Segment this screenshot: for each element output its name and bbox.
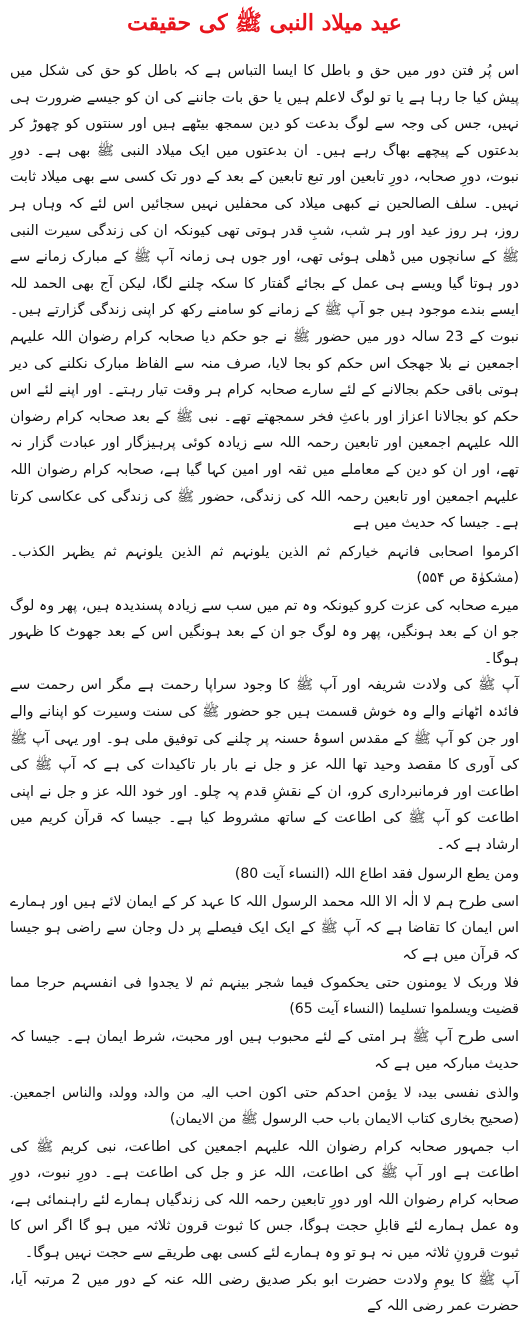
hadith-arabic-quote: اکرموا اصحابی فانہم خیارکم ثم الذین یلونہم ثم الذین یلونہم ثم یظہر الکذب۔ (مشکوٰۃ ص ۵۵۴) bbox=[10, 543, 519, 586]
paragraph-birth-mercy: آپ ﷺ کی ولادت شریفہ اور آپ ﷺ کا وجود سراپا رحمت ہے مگر اس رحمت سے فائدہ اٹھانے والے وہ خوش قسمت ہیں جو حضور ﷺ کی سنت وسیرت کو اپنانے والے اور جن کو آپ ﷺ کے مقدس اسوۂ حسنہ پر چلنے کی توفیق ملی ہو۔ اور یہی آپ ﷺ کی آوری کا مقصد وحید تھا اللہ عز و جل نے بار بار تاکیدات کی ہے کہ آپ ﷺ کی اطاعت اور فرمانبرداری کرو، ان کے نقشِ قدم پہ چلو۔ اور خود اللہ عز و جل نے اپنی اطاعت کو آپ ﷺ کی اطاعت کے ساتھ مشروط کیا ہے۔ جیسا کہ قرآن کریم میں ارشاد ہے کہ۔ bbox=[10, 677, 519, 854]
paragraph-companions-obedience: اب جمہور صحابہ کرام رضوان اللہ علیہم اجمعین کی اطاعت، نبی کریم ﷺ کی اطاعت ہے اور آپ ﷺ کی اطاعت، اللہ عز و جل کی اطاعت ہے۔ دورِ نبوت، دورِ صحابہ کرام رضوان اللہ اور دورِ تابعین رحمہ اللہ کی زندگیاں ہمارے لئے راہنمائی ہے، وہ عمل ہمارے لئے قابلِ حجت ہوگا، جس کا ثبوت قرون ثلاثہ میں ہو گا اگر اس کا ثبوت قرونِ ثلاثہ میں نہ ہو تو وہ ہمارے لئے کسی بھی طریقے سے حجت نہیں ہوگا۔ bbox=[10, 1138, 519, 1261]
quran-verse-nisa-80: ومن یطع الرسول فقد اطاع اللہ (النساء آیت 80) bbox=[234, 865, 519, 882]
article-title: عید میلاد النبی ﷺ کی حقیقت bbox=[127, 10, 402, 36]
paragraph-intro: اس پُر فتن دور میں حق و باطل کا ایسا التباس ہے کہ باطل کو حق کی شکل میں پیش کیا جا رہا ہے یا تو لوگ لاعلم ہیں یا حق بات جاننے کی ان کو جیسے ضرورت ہی نہیں، جس کی وجہ سے لوگ بدعت کو دین سمجھ بیٹھے ہیں اور سنتوں کو چھوڑ کر بدعتوں کے پیچھے بھاگ رہے ہیں۔ ان بدعتوں میں ایک میلاد النبی ﷺ بھی ہے۔ دورِ نبوت، دورِ صحابہ، دورِ تابعین اور تبع تابعین کے بعد کے دور تک کسی سے بھی میلاد ثابت نہیں۔ سلف الصالحین نے کبھی میلاد کی محفلیں نہیں سجائیں اس لئے کہ وہاں ہر روز، ہر روز عید اور ہر شب، شبِ قدر ہوتی تھی کیونکہ ان کی زندگی سیرت النبی ﷺ کے سانچوں میں ڈھلی ہوئی تھی، اور جوں ہی زمانہ آپ ﷺ کے مبارک زمانے سے دور ہوتا گیا ویسے ہی عمل کے بجائے گفتار کا سکہ چلنے لگا، لیکن آج بھی الحمد للہ ایسے بندے موجود ہیں جو آپ ﷺ کے زمانے کو سامنے رکھ کر اپنی زندگی گزارتے ہیں۔ نبوت کے 23 سالہ دور میں حضور ﷺ نے جو حکم دیا صحابہ کرام رضوان اللہ علیہم اجمعین نے بلا جھجک اس حکم کو بجا لایا، صرف منہ سے الفاظ مبارک نکلنے کی دیر ہوتی باقی حکم بجالانے کے لئے سارے صحابہ کرام ہر وقت تیار رہتے۔ اور اپنے لئے اس حکم کو بجالانا اعزاز اور باعثِ فخر سمجھتے تھے۔ نبی ﷺ کے بعد صحابہ کرام رضوان اللہ علیہم اجمعین اور تابعین رحمہ اللہ سے زیادہ کوئی پرہیزگار اور عبادت گزار نہ تھے، اور ان کو دین کے معاملے میں ثقہ اور امین کہا گیا ہے، صحابہ کرام رضوان اللہ علیہم اجمعین اور تابعین رحمہ اللہ کی زندگی، حضور ﷺ کی زندگی کی عکاسی کرتا ہے۔ جیسا کہ حدیث میں ہے bbox=[10, 63, 519, 532]
paragraph-faith-covenant: اسی طرح ہم لا الٰہ الا اللہ محمد الرسول اللہ کا عہد کر کے ایمان لائے ہیں اور ہمارے اس ایمان کا تقاضا ہے کہ آپ ﷺ کے ایک ایک فیصلے پر دل وجان سے راضی ہو جیسا کہ قرآن میں ہے کہ bbox=[10, 893, 519, 963]
quran-verse-nisa-65: فلا وربک لا یومنون حتی یحکموک فیما شجر بینہم ثم لا یجدوا فی انفسہم حرجا مما قضیت ویسلموا تسلیما (النساء آیت 65) bbox=[10, 975, 519, 1018]
article-body bbox=[10, 58, 519, 1320]
hadith-bukhari-quote: والذی نفسی بیدہ لا یؤمن احدکم حتی اکون احب الیہ من والدہ وولدہ والناس اجمعین۔ (صحیح بخاری کتاب الایمان باب حب الرسول ﷺ من الایمان) bbox=[10, 1084, 519, 1127]
paragraph-love-faith: اسی طرح آپ ﷺ ہر امتی کے لئے محبوب ہیں اور محبت، شرط ایمان ہے۔ جیسا کہ حدیث مبارکہ میں ہے کہ bbox=[10, 1029, 519, 1072]
paragraph-hadith-translation: میرے صحابہ کی عزت کرو کیونکہ وہ تم میں سب سے زیادہ پسندیدہ ہیں، پھر وہ لوگ جو ان کے بعد ہونگیں، پھر وہ لوگ جو ان کے بعد ہونگیں اس کے بعد جھوٹ کا ظہور ہوگا۔ bbox=[10, 597, 519, 667]
paragraph-birthday-history: آپ ﷺ کا یومِ ولادت حضرت ابو بکر صدیق رضی اللہ عنہ کے دور میں 2 مرتبہ آیا، حضرت عمر رضی اللہ کے bbox=[10, 1271, 519, 1315]
